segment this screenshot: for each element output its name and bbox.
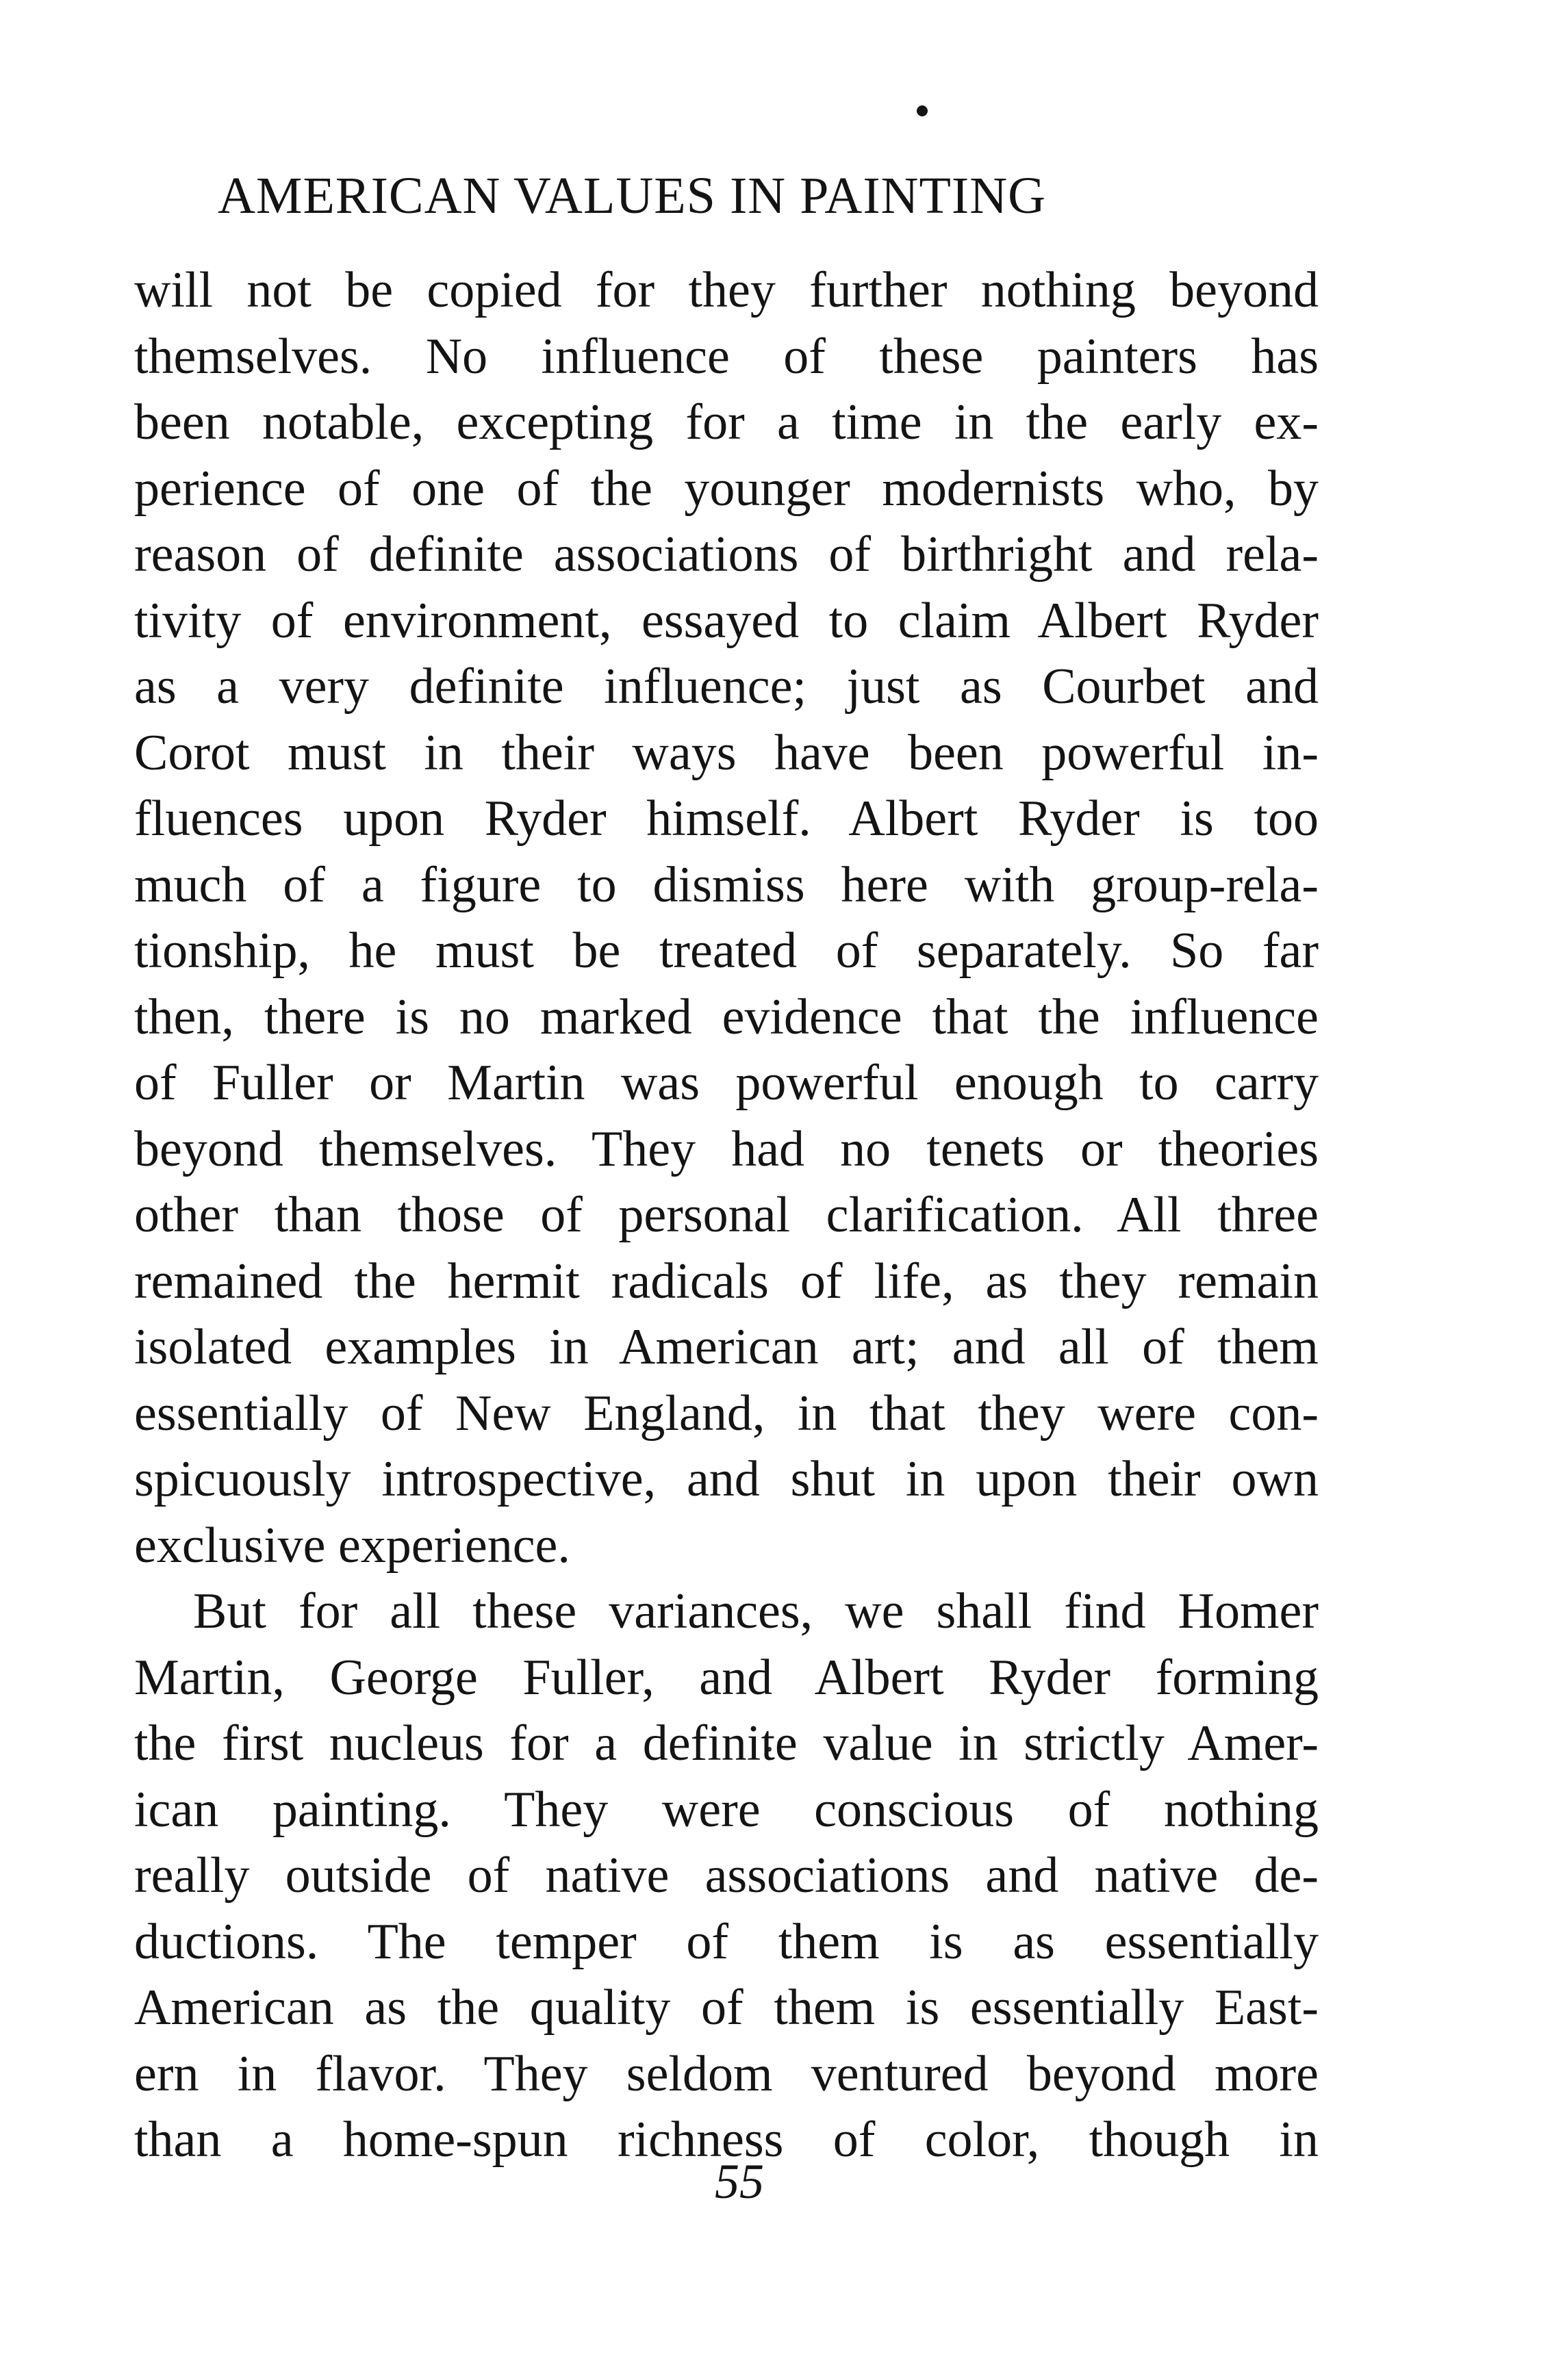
text-line: of Fuller or Martin was powerful enough to carry xyxy=(134,1055,1319,1111)
page-number: 55 xyxy=(715,2154,764,2209)
body-text xyxy=(134,257,1319,2173)
text-line: as a very definite influence; just as Courbet and xyxy=(134,658,1319,715)
running-head: AMERICAN VALUES IN PAINTING xyxy=(218,167,1047,225)
text-line: other than those of personal clarification. All three xyxy=(134,1187,1319,1243)
text-line: tionship, he must be treated of separately. So far xyxy=(134,923,1319,979)
text-line: But for all these variances, we shall find Homer xyxy=(193,1583,1319,1639)
text-line: ican painting. They were conscious of nothing xyxy=(134,1781,1319,1838)
text-line: the first nucleus for a definite value in strictly Amer- xyxy=(134,1715,1319,1771)
text-line: ern in flavor. They seldom ventured beyond more xyxy=(134,2045,1319,2102)
text-line: ductions. The temper of them is as essentially xyxy=(134,1913,1319,1970)
text-line: beyond themselves. They had no tenets or theories xyxy=(134,1121,1319,1177)
text-line: Corot must in their ways have been powerful in- xyxy=(134,724,1319,781)
text-line: will not be copied for they further nothing beyond xyxy=(134,262,1319,318)
text-line: then, there is no marked evidence that the influence xyxy=(134,988,1319,1045)
text-line: spicuously introspective, and shut in upon their own xyxy=(134,1451,1319,1507)
text-line: essentially of New England, in that they were con- xyxy=(134,1385,1319,1442)
text-line: fluences upon Ryder himself. Albert Ryder is too xyxy=(134,791,1319,847)
text-line: isolated examples in American art; and all of them xyxy=(134,1319,1319,1375)
text-line: tivity of environment, essayed to claim Albert Ryder xyxy=(134,592,1319,649)
text-line: reason of definite associations of birthright and rela- xyxy=(134,526,1319,583)
text-line: exclusive experience. xyxy=(134,1517,570,1574)
text-line: American as the quality of them is essentially East- xyxy=(134,1980,1319,2036)
text-line: perience of one of the younger modernists who, by xyxy=(134,460,1319,517)
text-line: much of a figure to dismiss here with group-rela- xyxy=(134,856,1319,913)
text-line: than a home-spun richness of color, though in xyxy=(134,2112,1319,2168)
text-line: themselves. No influence of these painters has xyxy=(134,328,1319,385)
text-line: been notable, excepting for a time in the early ex- xyxy=(134,394,1319,450)
ink-dot-mark xyxy=(917,105,928,116)
text-line: really outside of native associations and native de- xyxy=(134,1847,1319,1904)
text-line: remained the hermit radicals of life, as they remain xyxy=(134,1253,1319,1309)
text-line: Martin, George Fuller, and Albert Ryder forming xyxy=(134,1649,1319,1706)
